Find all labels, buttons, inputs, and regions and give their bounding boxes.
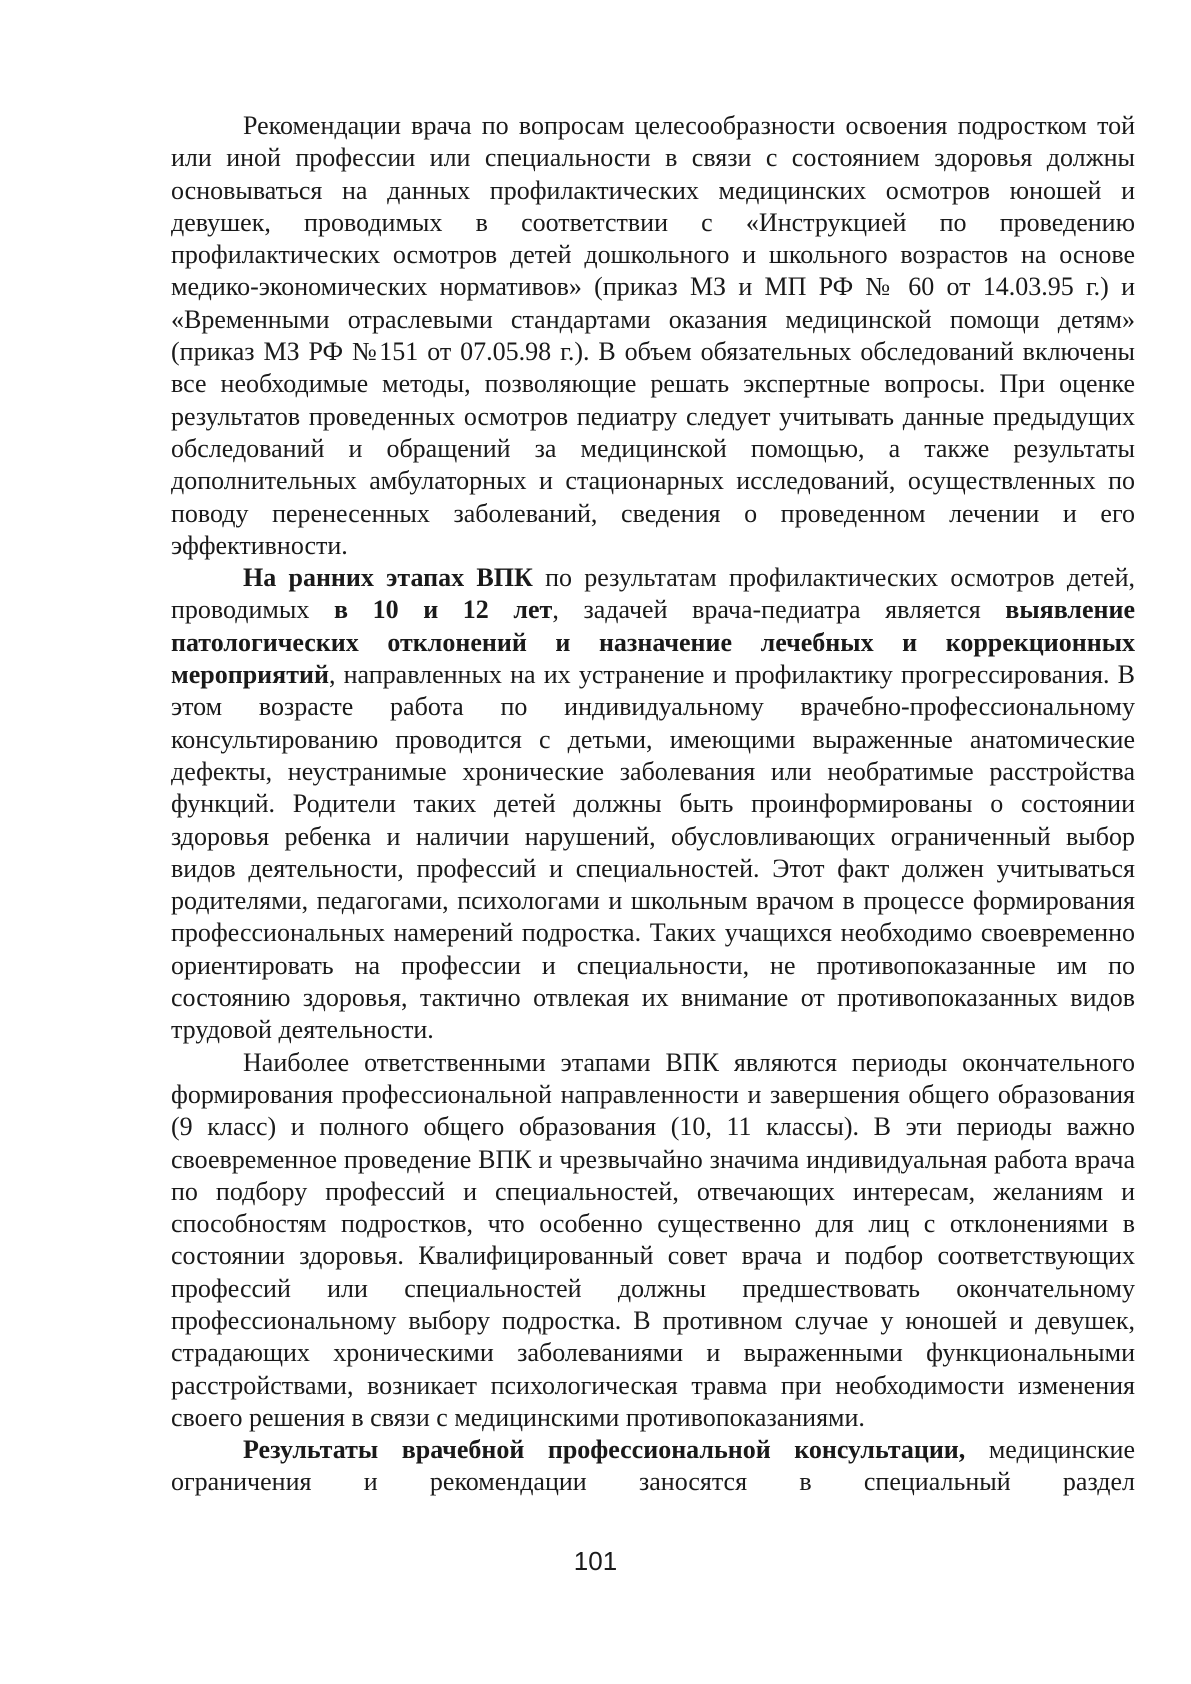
paragraph-text: , задачей врача-педиатра является <box>552 595 1006 625</box>
paragraph-results <box>171 1434 1135 1499</box>
body-text <box>171 110 1135 1499</box>
bold-phrase: выявление патологических отклонений и назначение лечебных и коррекционных мероприятий <box>171 595 1136 690</box>
bold-phrase: Результаты врачебной профессиональной консультации, <box>243 1435 966 1465</box>
paragraph-text: Наиболее ответственными этапами ВПК являются периоды окончательного формирования профессиональной направленности и завершения общего образования (9 класс) и полного общего образования (10, 11 классы). В эти периоды важно своевременное проведение ВПК и чрезвычайно значима индивидуальная работа врача по подбору профессий и специальностей, отвечающих интересам, желаниям и способностям подростков, что особенно существенно для лиц с отклонениями в состоянии здоровья. Квалифицированный совет врача и подбор соответствующих профессий или специальностей должны предшествовать окончательному профессиональному выбору подростка. В противном случае у юношей и девушек, страдающих хроническими заболеваниями и выраженными функциональными расстройствами, возникает психологическая травма при необходимости изменения своего решения в связи с медицинскими противопоказаниями. <box>171 1047 1135 1432</box>
paragraph-responsible-stages <box>171 1047 1135 1435</box>
paragraph-text: Рекомендации врача по вопросам целесообразности освоения подростком той или иной профессии или специальности в связи с состоянием здоровья должны основываться на данных профилактических медицинских осмотров юношей и девушек, проводимых в соответствии с «Инструкцией по проведению профилактических осмотров детей дошкольного и школьного возрастов на основе медико-экономических нормативов» (приказ МЗ и МП РФ № 60 от 14.03.95 г.) и «Временными отраслевыми стандартами оказания медицинской помощи детям» (приказ МЗ РФ №151 от 07.05.98 г.). В объем обязательных обследований включены все необходимые методы, позволяющие решать экспертные вопросы. При оценке результатов проведенных осмотров педиатру следует учитывать данные предыдущих обследований и обращений за медицинской помощью, а также результаты дополнительных амбулаторных и стационарных исследований, осуществленных по поводу перенесенных заболеваний, сведения о проведенном лечении и его эффективности. <box>171 111 1135 560</box>
paragraph-text: по результатам профилактических осмотров детей, проводимых <box>171 563 1135 625</box>
paragraph-recommendations <box>171 110 1135 562</box>
bold-phrase: в 10 и 12 лет <box>333 595 553 625</box>
paragraph-text: медицинские ограничения и рекомендации заносятся в специальный раздел <box>171 1435 1135 1497</box>
paragraph-text: , направленных на их устранение и профилактику прогрессирования. В этом возрасте работа по индивидуальному врачебно-профессиональному консультированию проводится с детьми, имеющими выраженные анатомические дефекты, неустранимые хронические заболевания или необратимые расстройства функций. Родители таких детей должны быть проинформированы о состоянии здоровья ребенка и наличии нарушений, обусловливающих ограниченный выбор видов деятельности, профессий и специальностей. Этот факт должен учитываться родителями, педагогами, психологами и школьным врачом в процессе формирования профессиональных намерений подростка. Таких учащихся необходимо своевременно ориентировать на профессии и специальности, не противопоказанные им по состоянию здоровья, тактично отвлекая их внимание от противопоказанных видов трудовой деятельности. <box>171 660 1135 1045</box>
page-number: 101 <box>573 1546 618 1576</box>
paragraph-early-stages <box>171 562 1135 1046</box>
bold-phrase: На ранних этапах ВПК <box>243 563 533 593</box>
